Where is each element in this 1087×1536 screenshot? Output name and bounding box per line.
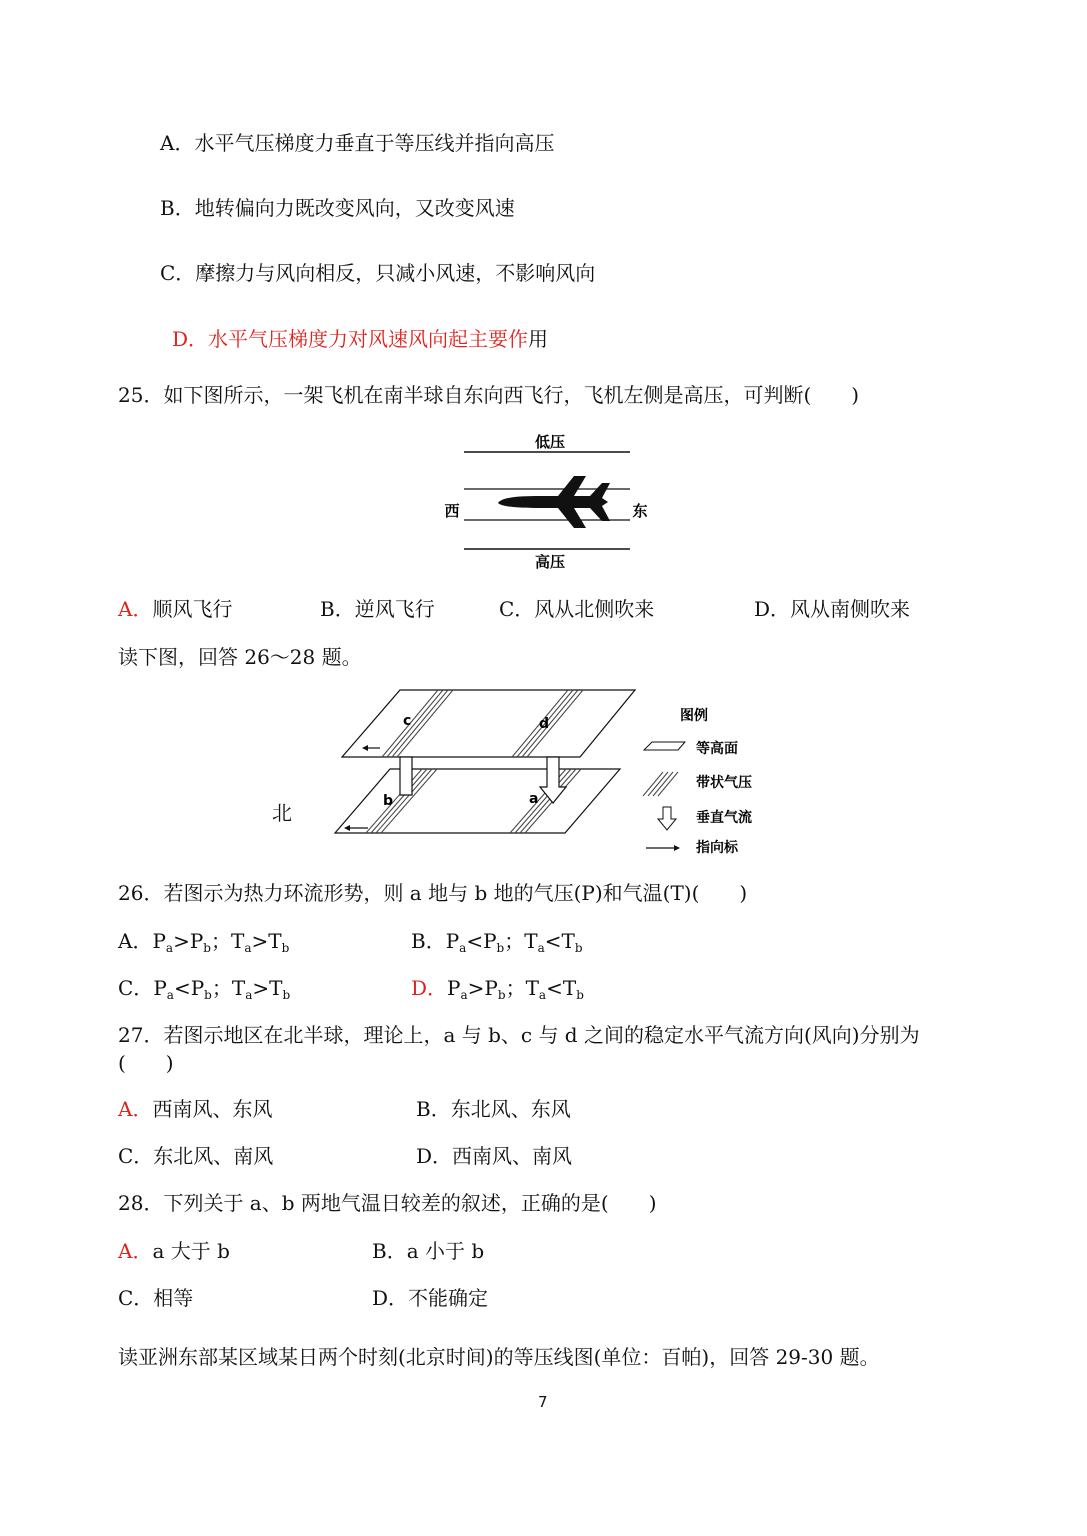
q24-option-d: [172, 326, 548, 352]
label-a: a: [529, 791, 539, 807]
intro-26-28: 读下图，回答 26～28 题。: [118, 645, 362, 669]
legend-arrow-label: 指向标: [696, 840, 738, 856]
label-d: d: [539, 716, 550, 732]
legend-direction-arrow-icon: [646, 845, 680, 851]
thermal-circulation-figure: [330, 685, 770, 860]
q26-option-a: A．$P_a>P_b$；$T_a>T_b$: [118, 929, 290, 955]
legend-title: 图例: [680, 708, 708, 724]
legend-isobaric-label: 等高面: [696, 741, 738, 757]
q28-option-c: C．相等: [118, 1286, 194, 1310]
q25-option-a-letter: A．: [118, 597, 153, 621]
q27-option-a: A．西南风、东风: [118, 1097, 273, 1121]
q26-option-c: C．$P_a<P_b$；$T_a>T_b$: [118, 976, 291, 1002]
q26-stem: 26．若图示为热力环流形势，则 a 地与 b 地的气压(P)和气温(T)( ): [118, 881, 748, 905]
q25-option-d: D．风从南侧吹来: [754, 597, 911, 621]
q26-option-d: D．$P_a>P_b$；$T_a<T_b$: [411, 976, 584, 1002]
q24-option-b: B．地转偏向力既改变风向，又改变风速: [160, 196, 515, 220]
q28-option-a: A．a 大于 b: [118, 1239, 230, 1263]
airplane-figure: [440, 425, 650, 575]
q27-option-b: B．东北风、东风: [416, 1097, 571, 1121]
q25-option-a: [118, 596, 232, 622]
q27-option-d: D．西南风、南风: [416, 1144, 573, 1168]
legend-belt-label: 带状气压: [696, 775, 752, 791]
label-c: c: [403, 713, 412, 729]
lower-isobaric-plane: [335, 769, 620, 833]
q24-option-a: A．水平气压梯度力垂直于等压线并指向高压: [160, 131, 555, 155]
fig1-bottom-label: 高压: [534, 553, 566, 571]
q28-stem: 28．下列关于 a、b 两地气温日较差的叙述，正确的是( ): [118, 1191, 657, 1215]
q27-stem: 27．若图示地区在北半球，理论上，a 与 b、c 与 d 之间的稳定水平气流方向(风向)分别为: [118, 1023, 920, 1047]
upper-isobaric-plane: [342, 690, 635, 757]
fig1-top-label: 低压: [534, 433, 566, 451]
legend-vertical-label: 垂直气流: [696, 810, 752, 826]
q25-option-c: C．风从北侧吹来: [499, 597, 655, 621]
q24-option-c: C．摩擦力与风向相反，只减小风速，不影响风向: [160, 261, 596, 285]
page-number: 7: [538, 1393, 548, 1411]
q24-option-d-tail: 用: [528, 327, 549, 351]
fig1-east-label: 东: [632, 502, 648, 520]
legend-vertical-arrow-icon: [658, 807, 676, 830]
q28-option-b: B．a 小于 b: [372, 1239, 485, 1263]
q25-option-a-text: 顺风飞行: [152, 597, 233, 621]
legend-plane-icon: [644, 742, 685, 750]
q25-stem: 25．如下图所示，一架飞机在南半球自东向西飞行，飞机左侧是高压，可判断( ): [118, 383, 860, 407]
q27-stem-cont: ( ): [118, 1051, 174, 1075]
q25-option-b: B．逆风飞行: [320, 597, 435, 621]
q28-option-d: D．不能确定: [372, 1286, 489, 1310]
q24-option-d-red-text: D．水平气压梯度力对风速风向起主要作: [172, 327, 529, 351]
fig1-west-label: 西: [444, 502, 460, 520]
fig2-north-label: 北: [272, 801, 292, 825]
intro-29-30: 读亚洲东部某区域某日两个时刻(北京时间)的等压线图(单位：百帕)，回答 29-30 题。: [118, 1345, 880, 1369]
sinking-airflow-left-icon: [400, 757, 412, 795]
label-b: b: [383, 793, 394, 809]
legend-belt-icon: [643, 772, 678, 796]
q27-option-c: C．东北风、南风: [118, 1144, 274, 1168]
q26-option-b: B．$P_a<P_b$；$T_a<T_b$: [411, 929, 583, 955]
